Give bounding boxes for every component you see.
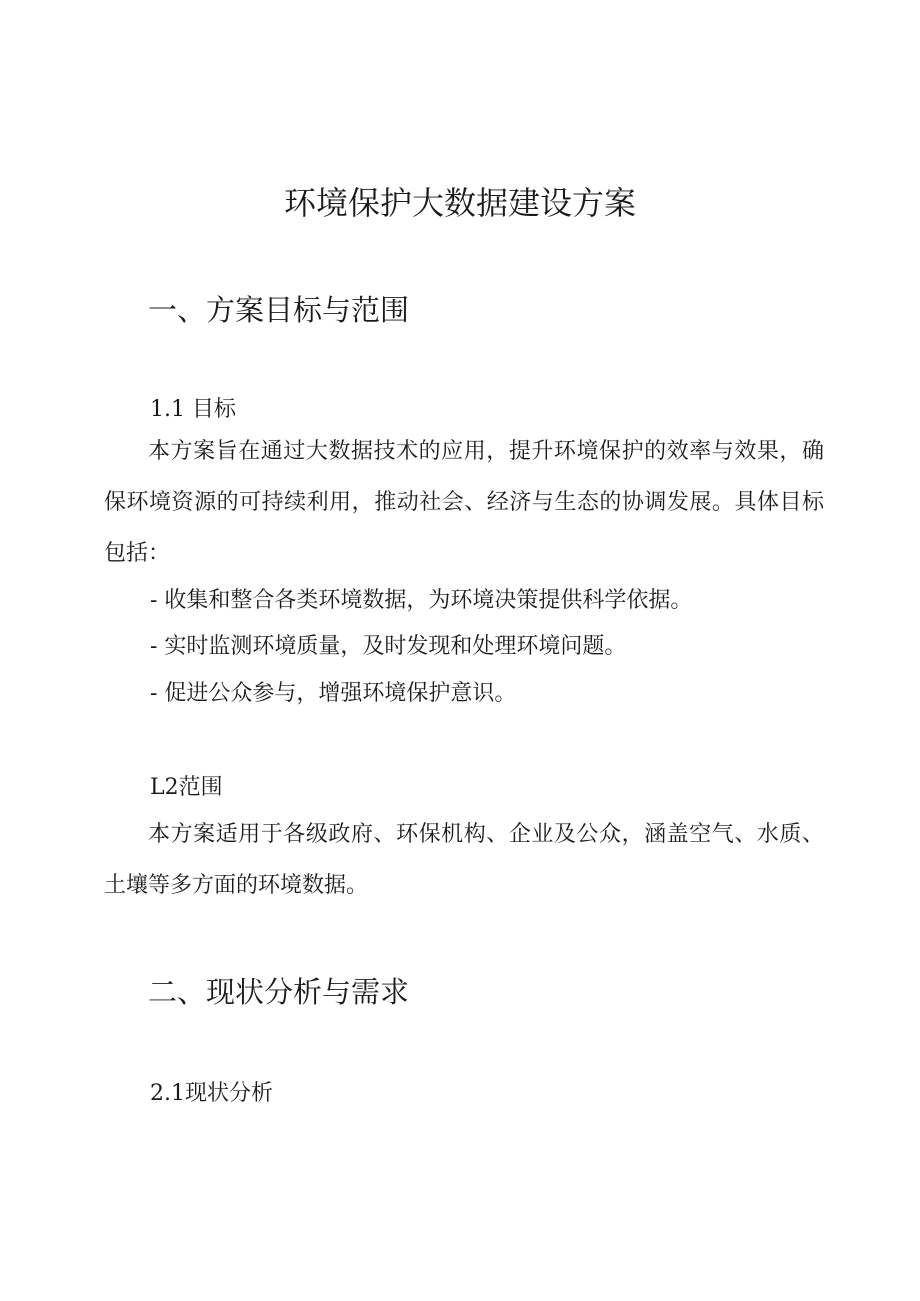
bullet-item-1: - 收集和整合各类环境数据，为环境决策提供科学依据。 [150, 588, 693, 613]
bullet-item-3: - 促进公众参与，增强环境保护意识。 [150, 681, 517, 706]
document-title: 环境保护大数据建设方案 [283, 184, 636, 222]
subsection-heading-1-2: L2范围 [150, 775, 223, 800]
paragraph-scope: 本方案适用于各级政府、环保机构、企业及公众，涵盖空气、水质、土壤等多方面的环境数据。 [104, 822, 824, 898]
paragraph-goals: 本方案旨在通过大数据技术的应用，提升环境保护的效率与效果，确保环境资源的可持续利用，推动社会、经济与生态的协调发展。具体目标包括： [104, 439, 824, 566]
bullet-item-2: - 实时监测环境质量，及时发现和处理环境问题。 [150, 634, 627, 659]
subsection-heading-1-1: 1.1 目标 [150, 397, 236, 422]
subsection-heading-2-1: 2.1现状分析 [150, 1081, 273, 1106]
section-heading-2: 二、现状分析与需求 [148, 975, 410, 1009]
section-heading-1: 一、方案目标与范围 [148, 293, 410, 327]
